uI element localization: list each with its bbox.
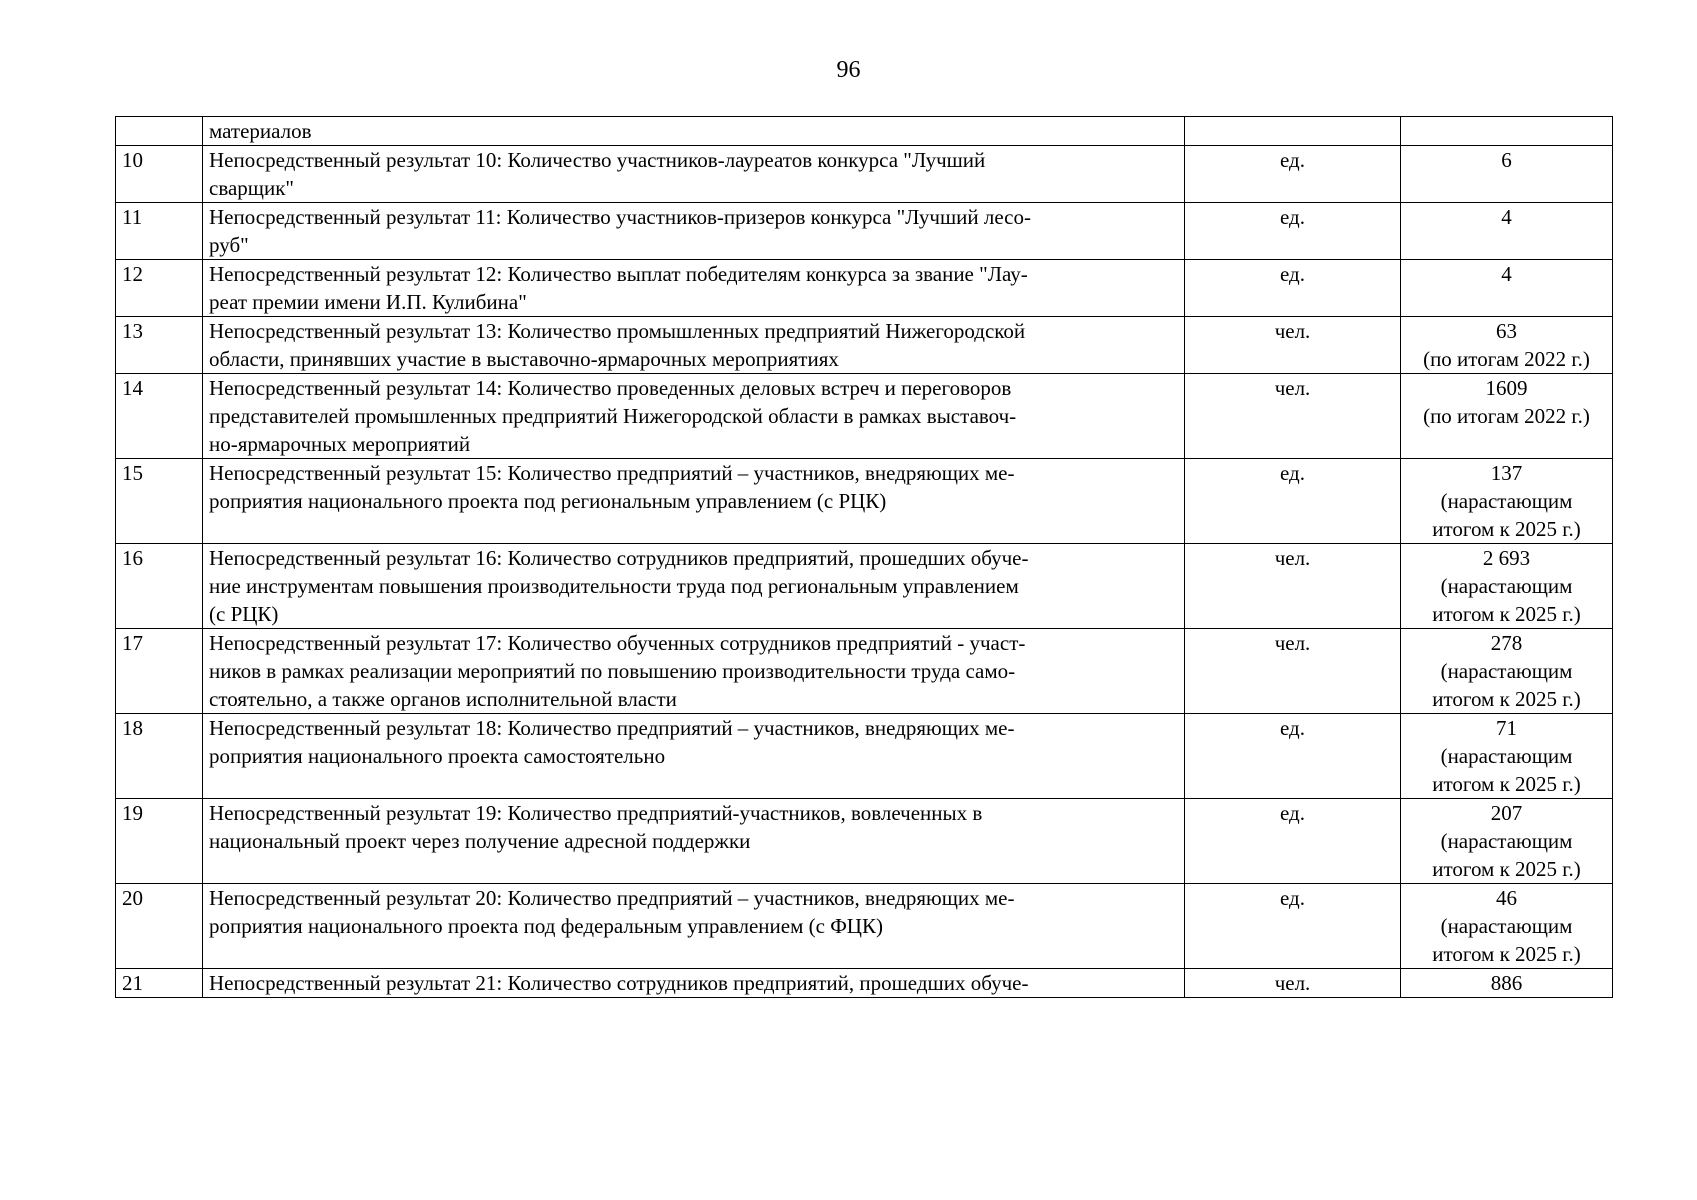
value-line: 1609 xyxy=(1485,376,1528,400)
value-line: 207 xyxy=(1490,801,1523,825)
table-row xyxy=(116,799,1613,884)
indicator-name-line: области, принявших участие в выставочно-ярмарочных мероприятиях xyxy=(209,347,839,371)
indicator-name-line: Непосредственный результат 21: Количество сотрудников предприятий, прошедших обуче- xyxy=(209,971,1029,995)
row-number-cell: 17 xyxy=(116,629,203,714)
table-row xyxy=(116,146,1613,203)
indicator-name-line: руб" xyxy=(209,233,249,257)
table-row xyxy=(116,374,1613,459)
value-line: итогом к 2025 г.) xyxy=(1432,517,1581,541)
value-cell xyxy=(1401,544,1613,629)
value-line: (по итогам 2022 г.) xyxy=(1423,347,1590,371)
value-cell xyxy=(1401,714,1613,799)
value-cell xyxy=(1401,884,1613,969)
value-line: 886 xyxy=(1490,971,1523,995)
value-line: итогом к 2025 г.) xyxy=(1432,602,1581,626)
row-number-cell: 18 xyxy=(116,714,203,799)
indicator-name-line: представителей промышленных предприятий Нижегородской области в рамках выставоч- xyxy=(209,404,1017,428)
indicator-name-line: Непосредственный результат 19: Количество предприятий-участников, вовлеченных в xyxy=(209,801,983,825)
value-line: (по итогам 2022 г.) xyxy=(1423,404,1590,428)
value-cell xyxy=(1401,146,1613,203)
value-line: (нарастающим xyxy=(1440,744,1573,768)
table-row xyxy=(116,544,1613,629)
indicator-name-line: Непосредственный результат 13: Количество промышленных предприятий Нижегородской xyxy=(209,319,1026,343)
table-row xyxy=(116,459,1613,544)
row-number-cell: 11 xyxy=(116,203,203,260)
indicators-table-body xyxy=(116,117,1613,998)
unit-cell: ед. xyxy=(1185,459,1401,544)
indicator-name-line: ников в рамках реализации мероприятий по повышению производительности труда само- xyxy=(209,659,1016,683)
value-line: (нарастающим xyxy=(1440,914,1573,938)
indicator-name-cell xyxy=(203,884,1185,969)
indicator-name-cell xyxy=(203,629,1185,714)
value-line: 71 xyxy=(1496,716,1517,740)
table-row xyxy=(116,629,1613,714)
row-number-cell: 16 xyxy=(116,544,203,629)
value-line: (нарастающим xyxy=(1440,829,1573,853)
value-cell xyxy=(1401,629,1613,714)
value-cell xyxy=(1401,203,1613,260)
indicator-name-line: сварщик" xyxy=(209,176,294,200)
indicator-name-line: Непосредственный результат 20: Количество предприятий – участников, внедряющих ме- xyxy=(209,886,1015,910)
indicator-name-cell xyxy=(203,544,1185,629)
unit-cell: ед. xyxy=(1185,260,1401,317)
unit-cell: чел. xyxy=(1185,969,1401,998)
value-line: 4 xyxy=(1501,262,1512,286)
value-line: (нарастающим xyxy=(1440,489,1573,513)
indicator-name-cell xyxy=(203,117,1185,146)
value-line: (нарастающим xyxy=(1440,574,1573,598)
unit-cell: ед. xyxy=(1185,146,1401,203)
unit-cell: ед. xyxy=(1185,203,1401,260)
row-number-cell: 12 xyxy=(116,260,203,317)
indicators-table xyxy=(115,116,1613,998)
indicator-name-line: национальный проект через получение адресной поддержки xyxy=(209,829,751,853)
row-number-cell: 19 xyxy=(116,799,203,884)
indicator-name-line: Непосредственный результат 14: Количество проведенных деловых встреч и переговоров xyxy=(209,376,1012,400)
value-line: итогом к 2025 г.) xyxy=(1432,687,1581,711)
value-line: итогом к 2025 г.) xyxy=(1432,942,1581,966)
indicator-name-cell xyxy=(203,459,1185,544)
value-line: 278 xyxy=(1490,631,1523,655)
unit-cell: чел. xyxy=(1185,629,1401,714)
value-cell xyxy=(1401,799,1613,884)
value-line: (нарастающим xyxy=(1440,659,1573,683)
indicator-name-line: Непосредственный результат 17: Количество обученных сотрудников предприятий - участ- xyxy=(209,631,1026,655)
row-number-cell: 15 xyxy=(116,459,203,544)
indicator-name-line: Непосредственный результат 18: Количество предприятий – участников, внедряющих ме- xyxy=(209,716,1015,740)
indicator-name-line: роприятия национального проекта под региональным управлением (с РЦК) xyxy=(209,489,887,513)
value-line: 137 xyxy=(1490,461,1523,485)
indicator-name-line: Непосредственный результат 16: Количество сотрудников предприятий, прошедших обуче- xyxy=(209,546,1029,570)
table-row xyxy=(116,117,1613,146)
indicator-name-line: Непосредственный результат 11: Количество участников-призеров конкурса "Лучший лесо- xyxy=(209,205,1031,229)
indicator-name-line: но-ярмарочных мероприятий xyxy=(209,432,471,456)
value-cell xyxy=(1401,969,1613,998)
table-row xyxy=(116,969,1613,998)
indicator-name-line: стоятельно, а также органов исполнительной власти xyxy=(209,687,677,711)
unit-cell: чел. xyxy=(1185,374,1401,459)
table-row xyxy=(116,203,1613,260)
table-row xyxy=(116,260,1613,317)
indicator-name-line: ние инструментам повышения производительности труда под региональным управлением xyxy=(209,574,1019,598)
table-row xyxy=(116,317,1613,374)
page-number: 96 xyxy=(836,57,861,83)
value-line: 4 xyxy=(1501,205,1512,229)
unit-cell: ед. xyxy=(1185,799,1401,884)
indicator-name-line: реат премии имени И.П. Кулибина" xyxy=(209,290,527,314)
row-number-cell: 10 xyxy=(116,146,203,203)
row-number-cell xyxy=(116,117,203,146)
value-line: 63 xyxy=(1496,319,1517,343)
value-cell xyxy=(1401,317,1613,374)
row-number-cell: 20 xyxy=(116,884,203,969)
table-row xyxy=(116,714,1613,799)
value-cell xyxy=(1401,374,1613,459)
value-line: 2 693 xyxy=(1482,546,1531,570)
unit-cell: ед. xyxy=(1185,714,1401,799)
indicator-name-cell xyxy=(203,146,1185,203)
value-line: 6 xyxy=(1501,148,1512,172)
value-line: итогом к 2025 г.) xyxy=(1432,772,1581,796)
indicator-name-line: Непосредственный результат 12: Количество выплат победителям конкурса за звание "Лау- xyxy=(209,262,1028,286)
unit-cell: чел. xyxy=(1185,544,1401,629)
unit-cell xyxy=(1185,117,1401,146)
row-number-cell: 14 xyxy=(116,374,203,459)
row-number-cell: 13 xyxy=(116,317,203,374)
unit-cell: чел. xyxy=(1185,317,1401,374)
indicator-name-line: Непосредственный результат 15: Количество предприятий – участников, внедряющих ме- xyxy=(209,461,1015,485)
unit-cell: ед. xyxy=(1185,884,1401,969)
indicator-name-cell xyxy=(203,714,1185,799)
indicator-name-line: роприятия национального проекта самостоятельно xyxy=(209,744,666,768)
indicator-name-line: роприятия национального проекта под федеральным управлением (с ФЦК) xyxy=(209,914,883,938)
indicator-name-line: материалов xyxy=(209,119,312,143)
row-number-cell: 21 xyxy=(116,969,203,998)
table-row xyxy=(116,884,1613,969)
indicator-name-cell xyxy=(203,317,1185,374)
indicator-name-cell xyxy=(203,260,1185,317)
indicator-name-cell xyxy=(203,374,1185,459)
indicator-name-line: (с РЦК) xyxy=(209,602,279,626)
indicator-name-cell xyxy=(203,799,1185,884)
indicator-name-cell xyxy=(203,203,1185,260)
value-line: итогом к 2025 г.) xyxy=(1432,857,1581,881)
indicator-name-line: Непосредственный результат 10: Количество участников-лауреатов конкурса "Лучший xyxy=(209,148,986,172)
indicator-name-cell xyxy=(203,969,1185,998)
value-cell xyxy=(1401,260,1613,317)
value-cell xyxy=(1401,459,1613,544)
value-cell xyxy=(1401,117,1613,146)
value-line: 46 xyxy=(1496,886,1517,910)
